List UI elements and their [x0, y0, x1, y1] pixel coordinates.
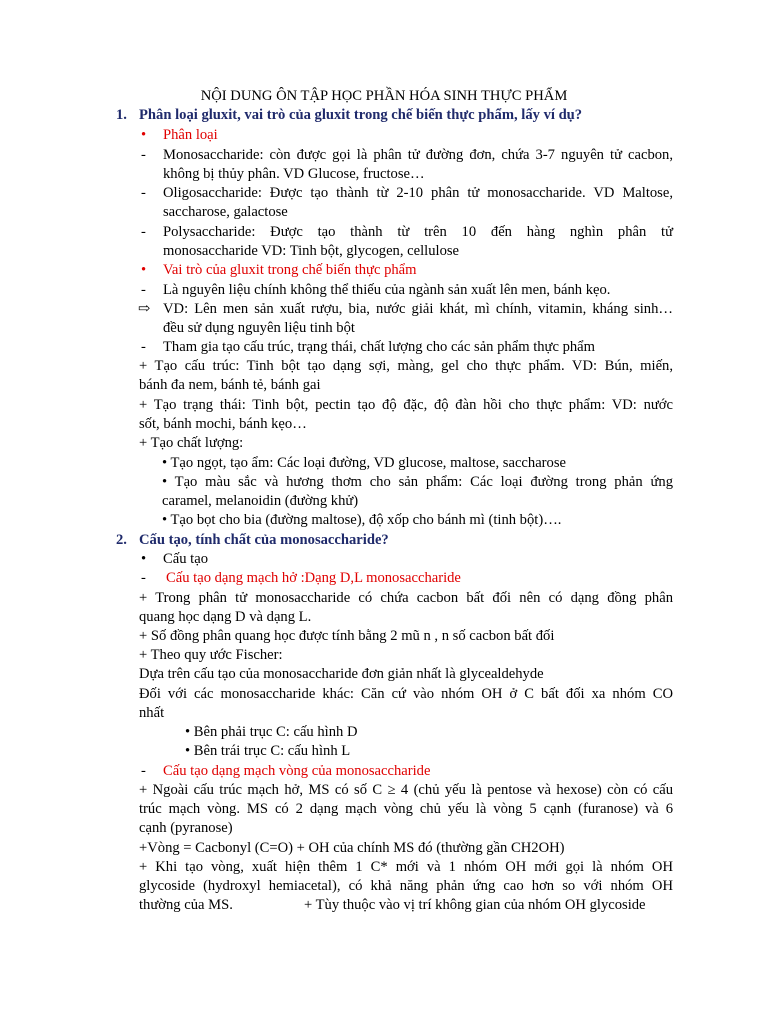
structure-line-2: bánh đa nem, bánh tẻ, bánh gai — [139, 377, 321, 393]
example-line-2: đều sử dụng nguyên liệu tinh bột — [163, 320, 355, 336]
quality-color-line-2: caramel, melanoidin (đường khử) — [162, 493, 359, 509]
open-chain-line-5: Dựa trên cấu tạo của monosaccharide đơn giản nhất là glycealdehyde — [139, 666, 544, 682]
state-line-2: sốt, bánh mochi, bánh kẹo… — [139, 416, 307, 432]
dash-marker: - — [141, 147, 146, 163]
dash-marker: - — [141, 763, 146, 779]
open-chain-line-7: nhất — [139, 705, 165, 721]
ring-line-1: + Ngoài cấu trúc mạch hở, MS có số C ≥ 4 (chủ yếu là pentose và hexose) còn có cấu — [139, 782, 673, 798]
structure-line-1: + Tạo cấu trúc: Tinh bột tạo dạng sợi, màng, gel cho thực phẩm. VD: Bún, miến, — [139, 358, 673, 374]
bullet-marker: • — [141, 127, 147, 143]
open-chain-line-4: + Theo quy ước Fischer: — [139, 647, 283, 663]
question-2-number: 2. — [116, 532, 127, 548]
ring-line-7b: + Tùy thuộc vào vị trí không gian của nhóm OH glycoside — [304, 897, 646, 913]
poly-line-2: monosaccharide VD: Tinh bột, glycogen, cellulose — [163, 243, 460, 259]
ring-line-7a: thường của MS. — [139, 897, 233, 913]
quality-line: + Tạo chất lượng: — [139, 435, 244, 451]
quality-color-line-1: • Tạo màu sắc và hương thơm cho sản phẩm: Các loại đường trong phản ứng — [162, 474, 673, 490]
question-1-heading: Phân loại gluxit, vai trò của gluxit trong chế biến thực phẩm, lấy ví dụ? — [139, 107, 583, 123]
dash-marker: - — [141, 185, 146, 201]
role-line-2: Tham gia tạo cấu trúc, trạng thái, chất lượng cho các sản phẩm thực phẩm — [163, 339, 596, 355]
section-classification-heading: Phân loại — [163, 127, 218, 143]
quality-sweet: • Tạo ngọt, tạo ẩm: Các loại đường, VD glucose, maltose, saccharose — [162, 455, 566, 471]
poly-line-1: Polysaccharide: Được tạo thành từ trên 10 đến hàng nghìn phân tử — [163, 224, 673, 240]
mono-line-2: không bị thủy phân. VD Glucose, fructose… — [163, 166, 425, 182]
example-line-1: VD: Lên men sản xuất rượu, bia, nước giải khát, mì chính, vitamin, kháng sinh… — [163, 301, 673, 317]
config-d-item: • Bên phải trục C: cấu hình D — [185, 724, 358, 740]
ring-heading: Cấu tạo dạng mạch vòng của monosaccharide — [163, 763, 431, 779]
config-l-item: • Bên trái trục C: cấu hình L — [185, 743, 351, 759]
ring-line-3: cạnh (pyranose) — [139, 820, 233, 836]
ring-line-5: + Khi tạo vòng, xuất hiện thêm 1 C* mới và 1 nhóm OH mới gọi là nhóm OH — [139, 859, 673, 875]
ring-line-2: trúc mạch vòng. MS có 2 dạng mạch vòng chủ yếu là vòng 5 cạnh (furanose) và 6 — [139, 801, 673, 817]
open-chain-line-3: + Số đồng phân quang học được tính bằng 2 mũ n , n số cacbon bất đối — [139, 628, 555, 644]
oligo-line-2: saccharose, galactose — [163, 204, 288, 220]
question-1-number: 1. — [116, 107, 127, 123]
open-chain-heading: Cấu tạo dạng mạch hở :Dạng D,L monosaccharide — [166, 570, 461, 586]
dash-marker: - — [141, 339, 146, 355]
open-chain-line-2: quang học dạng D và dạng L. — [139, 609, 312, 625]
quality-foam: • Tạo bọt cho bia (đường maltose), độ xốp cho bánh mì (tinh bột)…. — [162, 512, 562, 528]
ring-line-4: +Vòng = Cacbonyl (C=O) + OH của chính MS đó (thường gần CH2OH) — [139, 840, 565, 856]
mono-line-1: Monosaccharide: còn được gọi là phân tử đường đơn, chứa 3-7 nguyên tử cacbon, — [163, 147, 673, 163]
bullet-marker: • — [141, 551, 147, 567]
dash-marker: - — [141, 570, 146, 586]
dash-marker: - — [141, 282, 146, 298]
question-2-heading: Cấu tạo, tính chất của monosaccharide? — [139, 532, 389, 548]
ring-line-6: glycoside (hydroxyl hemiacetal), có khả năng phản ứng cao hơn so với nhóm OH — [139, 878, 673, 894]
open-chain-line-6: Đối với các monosaccharide khác: Căn cứ vào nhóm OH ở C bất đối xa nhóm CO — [139, 686, 673, 702]
arrow-marker: ⇨ — [138, 301, 151, 317]
state-line-1: + Tạo trạng thái: Tinh bột, pectin tạo độ đặc, độ đàn hồi cho thực phẩm: VD: nước — [139, 397, 673, 413]
section-structure-heading: Cấu tạo — [163, 551, 208, 567]
open-chain-line-1: + Trong phân tử monosaccharide có chứa cacbon bất đối nên có dạng đồng phân — [139, 590, 673, 606]
section-role-heading: Vai trò của gluxit trong chế biến thực phẩm — [163, 262, 417, 278]
oligo-line-1: Oligosaccharide: Được tạo thành từ 2-10 phân tử monosaccharide. VD Maltose, — [163, 185, 673, 201]
dash-marker: - — [141, 224, 146, 240]
document-title: NỘI DUNG ÔN TẬP HỌC PHẦN HÓA SINH THỰC PHẨM — [200, 88, 568, 104]
role-line-1: Là nguyên liệu chính không thể thiếu của ngành sản xuất lên men, bánh kẹo. — [163, 282, 611, 298]
bullet-marker: • — [141, 262, 147, 278]
